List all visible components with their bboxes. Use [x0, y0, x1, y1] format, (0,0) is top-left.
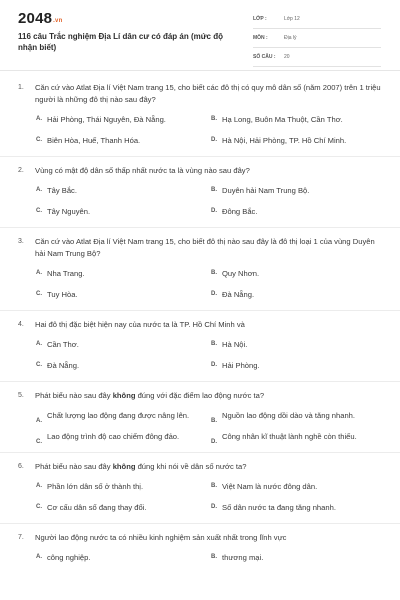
option-letter: D. [211, 137, 217, 143]
question-text-start: Phát biểu nào sau đây [35, 391, 113, 400]
question-item [0, 74, 400, 157]
answer-option[interactable] [211, 114, 386, 125]
question-item [0, 524, 400, 573]
answer-options [18, 185, 386, 227]
option-letter: A. [36, 418, 42, 424]
answer-options [18, 552, 386, 573]
option-text: Việt Nam là nước đông dân. [222, 482, 318, 491]
question-stem [18, 82, 386, 106]
option-letter: A. [36, 483, 42, 489]
option-letter: A. [36, 187, 42, 193]
meta-info-table [253, 14, 381, 71]
question-stem [18, 165, 386, 177]
question-text: Vùng có mật độ dân số thấp nhất nước ta là vùng nào sau đây? [35, 166, 250, 175]
option-text: Quy Nhơn. [222, 269, 260, 278]
option-text: Biên Hòa, Huế, Thanh Hóa. [47, 136, 141, 145]
option-letter: C. [36, 439, 42, 445]
option-text: Hạ Long, Buôn Ma Thuột, Cần Thơ. [222, 115, 343, 124]
option-text: Số dân nước ta đang tăng nhanh. [222, 503, 336, 512]
option-letter: A. [36, 554, 42, 560]
option-text: Tuy Hòa. [47, 290, 78, 299]
meta-value: Địa lý [284, 35, 297, 41]
option-text: Tây Nguyên. [47, 207, 91, 216]
question-stem [18, 390, 386, 402]
option-letter: B. [211, 187, 217, 193]
question-item [0, 382, 400, 453]
meta-label: MÔN : [253, 35, 268, 41]
answer-options [18, 410, 386, 452]
question-stem [18, 532, 386, 544]
question-stem [18, 319, 386, 331]
option-letter: D. [211, 439, 217, 445]
question-stem [18, 236, 386, 260]
question-item [0, 228, 400, 311]
meta-label: LỚP : [253, 16, 267, 22]
answer-option[interactable] [211, 481, 386, 492]
option-text: Hải Phòng, Thái Nguyên, Đà Nẵng. [47, 115, 166, 124]
question-number: 5. [18, 392, 24, 399]
question-text-end: đúng khi nói về dân số nước ta? [135, 462, 247, 471]
option-text: Đông Bắc. [222, 207, 258, 216]
meta-label: SỐ CÂU : [253, 54, 276, 60]
option-text: Công nhân kĩ thuật lành nghề còn thiếu. [222, 432, 357, 441]
option-letter: C. [36, 504, 42, 510]
question-text-emphasis: không [112, 391, 136, 400]
question-number: 2. [18, 167, 24, 174]
meta-value: 20 [284, 54, 290, 60]
answer-option[interactable] [36, 206, 211, 217]
question-text-emphasis: không [112, 462, 136, 471]
answer-option[interactable] [36, 481, 211, 492]
answer-option[interactable] [36, 268, 211, 279]
question-number: 3. [18, 238, 24, 245]
meta-row-subject [253, 33, 381, 48]
option-text: Đà Nẵng. [222, 290, 255, 299]
option-text: Hải Phòng. [222, 361, 260, 370]
option-text: thương mại. [222, 553, 264, 562]
option-text: Tây Bắc. [47, 186, 77, 195]
option-letter: C. [36, 137, 42, 143]
option-text: Chất lượng lao động đang được nâng lên. [47, 411, 190, 420]
answer-option[interactable] [211, 552, 386, 563]
option-text: công nghiệp. [47, 553, 91, 562]
option-letter: C. [36, 291, 42, 297]
option-letter: B. [211, 116, 217, 122]
option-letter: A. [36, 116, 42, 122]
question-stem [18, 461, 386, 473]
option-text: Nha Trang. [47, 269, 85, 278]
answer-option[interactable] [36, 185, 211, 196]
option-letter: D. [211, 208, 217, 214]
option-letter: B. [211, 341, 217, 347]
question-text-start: Phát biểu nào sau đây [35, 462, 113, 471]
logo-suffix: .vn [53, 18, 63, 24]
option-letter: B. [211, 418, 217, 424]
option-letter: C. [36, 208, 42, 214]
option-letter: A. [36, 270, 42, 276]
question-item [0, 311, 400, 382]
answer-option[interactable] [36, 339, 211, 350]
answer-options [18, 268, 386, 310]
option-text: Cần Thơ. [47, 340, 79, 349]
answer-option[interactable] [211, 289, 386, 300]
answer-option[interactable] [36, 289, 211, 300]
option-letter: B. [211, 554, 217, 560]
question-number: 1. [18, 84, 24, 91]
answer-option[interactable] [211, 268, 386, 279]
question-item [0, 453, 400, 524]
answer-option[interactable] [36, 114, 211, 125]
option-letter: B. [211, 483, 217, 489]
answer-option[interactable] [36, 410, 211, 424]
meta-row-class [253, 14, 381, 29]
option-letter: D. [211, 504, 217, 510]
answer-option[interactable] [36, 502, 211, 513]
option-text: Nguồn lao động dồi dào và tăng nhanh. [222, 411, 356, 420]
answer-option[interactable] [211, 360, 386, 371]
answer-option[interactable] [211, 339, 386, 350]
option-text: Đà Nẵng. [47, 361, 80, 370]
option-text: Lao động trình độ cao chiếm đông đảo. [47, 432, 180, 441]
meta-value: Lớp 12 [284, 16, 300, 22]
question-text-end: đúng với đặc điểm lao động nước ta? [135, 391, 265, 400]
answer-option[interactable] [211, 135, 386, 146]
question-number: 7. [18, 534, 24, 541]
option-letter: D. [211, 291, 217, 297]
question-number: 6. [18, 463, 24, 470]
option-text: Phần lớn dân số ở thành thị. [47, 482, 144, 491]
worksheet-header [0, 0, 400, 71]
answer-option[interactable] [36, 135, 211, 146]
answer-options [18, 481, 386, 523]
option-text: Hà Nội, Hải Phòng, TP. Hồ Chí Minh. [222, 136, 347, 145]
answer-option[interactable] [211, 410, 386, 424]
page-title: 116 câu Trắc nghiệm Địa Lí dân cư có đáp án (mức độ nhận biết) [18, 32, 223, 52]
option-text: Duyên hải Nam Trung Bộ. [222, 186, 310, 195]
option-letter: A. [36, 341, 42, 347]
question-text: Căn cứ vào Atlat Địa lí Việt Nam trang 15, cho biết đô thị nào sau đây là đô thị loại 1 của vùng Duyên hải Nam Trung Bộ? [35, 237, 375, 258]
question-list [0, 74, 400, 573]
question-text: Người lao động nước ta có nhiều kinh nghiệm sản xuất nhất trong lĩnh vực [35, 533, 287, 542]
answer-options [18, 339, 386, 381]
answer-option[interactable] [36, 431, 211, 445]
answer-option[interactable] [211, 431, 386, 445]
question-text: Hai đô thị đặc biệt hiện nay của nước ta là TP. Hồ Chí Minh và [35, 320, 245, 329]
option-letter: D. [211, 362, 217, 368]
meta-row-question-count [253, 52, 381, 67]
option-text: Hà Nội. [222, 340, 248, 349]
question-text: Căn cứ vào Atlat Địa lí Việt Nam trang 15, cho biết các đô thị có quy mô dân số (năm 2007) trên 1 triệu người là những đô thị nào sau đây? [35, 83, 381, 104]
site-logo[interactable] [18, 10, 62, 27]
answer-option[interactable] [36, 360, 211, 371]
answer-options [18, 114, 386, 156]
question-number: 4. [18, 321, 24, 328]
answer-option[interactable] [211, 185, 386, 196]
logo-text: 2048 [18, 10, 53, 27]
question-item [0, 157, 400, 228]
option-letter: C. [36, 362, 42, 368]
answer-option[interactable] [211, 502, 386, 513]
answer-option[interactable] [36, 552, 211, 563]
answer-option[interactable] [211, 206, 386, 217]
option-letter: B. [211, 270, 217, 276]
option-text: Cơ cấu dân số đang thay đổi. [47, 503, 147, 512]
